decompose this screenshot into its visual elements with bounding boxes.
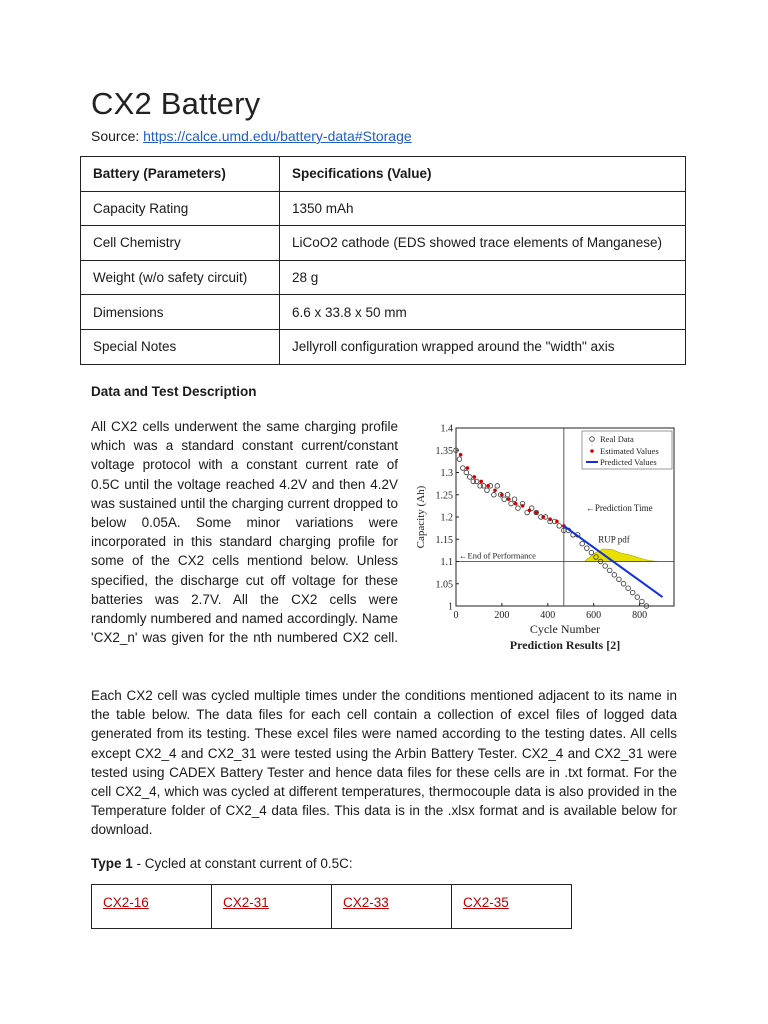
table-row xyxy=(81,191,686,226)
y-axis-label: Capacity (Ah) xyxy=(415,485,427,549)
source-line xyxy=(91,128,412,144)
cell-link-cx2-31[interactable]: CX2-31 xyxy=(223,895,269,910)
y-tick-label: 1.2 xyxy=(440,512,453,524)
type1-text: - Cycled at constant current of 0.5C: xyxy=(132,856,353,871)
y-tick-label: 1.1 xyxy=(440,557,453,568)
value-cell: 1350 mAh xyxy=(280,191,686,226)
estimated-value-point xyxy=(507,497,511,501)
source-link[interactable]: https://calce.umd.edu/battery-data#Storage xyxy=(143,128,412,144)
section-title: Data and Test Description xyxy=(91,384,257,399)
param-cell: Weight (w/o safety circuit) xyxy=(81,260,280,295)
cell-link-container xyxy=(452,885,572,929)
y-tick-label: 1.15 xyxy=(435,534,453,546)
estimated-value-point xyxy=(541,515,545,519)
cell-link-container xyxy=(92,885,212,929)
param-cell: Capacity Rating xyxy=(81,191,280,226)
x-tick-label: 200 xyxy=(494,610,510,621)
estimated-value-point xyxy=(493,489,497,493)
cell-link-cx2-33[interactable]: CX2-33 xyxy=(343,895,389,910)
cell-link-container xyxy=(212,885,332,929)
table-row xyxy=(81,329,686,364)
legend-real-data: Real Data xyxy=(600,434,634,444)
cell-link-container xyxy=(332,885,452,929)
annotation-rul-pdf: RUP pdf xyxy=(598,534,630,545)
x-tick-label: 800 xyxy=(632,610,648,621)
type1-heading xyxy=(91,856,353,871)
source-label: Source: xyxy=(91,128,144,144)
spec-table-header xyxy=(81,157,686,192)
x-axis-label: Cycle Number xyxy=(529,622,601,636)
x-tick-label: 0 xyxy=(453,610,459,621)
test-description: All CX2 cells underwent the same charging profile which was a standard constant current/constant voltage protocol with a constant current rate of 0.5C until the voltage reached 4.2V and then 4.2V was sustained until the charging current dropped to below 0.05A. Some minor variations were incorporated in this standard charging profile for some of the CX2 cells mentiond below. Unless specified, the discharge cut off voltage for these batteries was 2.7V. All the CX2 cells were randomly numbered and named accordingly. Name 'CX2_n' was given for the nth numbered CX2 cell. xyxy=(91,419,398,646)
y-tick-label: 1.3 xyxy=(440,468,453,479)
estimated-value-point xyxy=(500,493,504,497)
y-tick-label: 1.05 xyxy=(435,579,453,591)
type1-cell-table xyxy=(91,884,572,929)
value-cell: 28 g xyxy=(280,260,686,295)
param-cell: Special Notes xyxy=(81,329,280,364)
y-tick-label: 1.4 xyxy=(440,423,453,435)
annotation-prediction-time: ←Prediction Time xyxy=(585,503,653,513)
estimated-value-point xyxy=(535,511,539,515)
table-row xyxy=(81,226,686,261)
estimated-value-point xyxy=(555,520,559,524)
param-cell: Cell Chemistry xyxy=(81,226,280,261)
estimated-value-point xyxy=(466,466,470,470)
table-row xyxy=(81,295,686,330)
type1-label: Type 1 xyxy=(91,856,133,871)
legend-estimated: Estimated Values xyxy=(600,446,659,456)
header-specifications: Specifications (Value) xyxy=(280,157,686,192)
page-title: CX2 Battery xyxy=(91,86,261,121)
cell-data-paragraph: Each CX2 cell was cycled multiple times under the conditions mentioned adjacent to its name in the table below. The data files for each cell contain a collection of excel files of logged data generated from its testing. These excel files were named according to the testing dates. All cells except CX2_4 and CX2_31 were tested using the Arbin Battery Tester. CX2_4 and CX2_31 were tested using CADEX Battery Tester and hence data files for these cells are in .txt format. For the cell CX2_4, which was cycled at different temperatures, thermocouple data is also provided in the Temperature folder of CX2_4 data files. This data is in the .xlsx format and is available below for download. xyxy=(91,688,677,838)
table-row xyxy=(92,885,572,929)
y-tick-label: 1.25 xyxy=(435,490,453,502)
estimated-value-point xyxy=(548,517,552,521)
annotation-end-of-performance: ←End of Performance xyxy=(459,550,536,561)
chart-caption: Prediction Results [2] xyxy=(509,638,621,652)
table-row xyxy=(81,260,686,295)
estimated-value-point xyxy=(459,453,463,457)
estimated-value-point xyxy=(486,484,490,488)
battery-spec-table xyxy=(80,156,686,365)
estimated-value-point xyxy=(521,504,525,508)
x-tick-label: 400 xyxy=(540,610,556,621)
legend-marker-estimated xyxy=(590,449,594,453)
y-tick-label: 1.35 xyxy=(435,445,453,457)
header-parameters: Battery (Parameters) xyxy=(81,157,280,192)
value-cell: Jellyroll configuration wrapped around the "width" axis xyxy=(280,329,686,364)
estimated-value-point xyxy=(479,480,483,484)
y-tick-label: 1 xyxy=(448,601,453,613)
value-cell: LiCoO2 cathode (EDS showed trace elements of Manganese) xyxy=(280,226,686,261)
value-cell: 6.6 x 33.8 x 50 mm xyxy=(280,295,686,330)
prediction-chart xyxy=(410,418,682,660)
cell-link-cx2-16[interactable]: CX2-16 xyxy=(103,895,149,910)
estimated-value-point xyxy=(528,509,532,513)
param-cell: Dimensions xyxy=(81,295,280,330)
x-tick-label: 600 xyxy=(586,610,602,621)
cell-link-cx2-35[interactable]: CX2-35 xyxy=(463,895,509,910)
estimated-value-point xyxy=(473,475,477,479)
estimated-value-point xyxy=(514,502,518,506)
legend-predicted: Predicted Values xyxy=(600,457,657,467)
